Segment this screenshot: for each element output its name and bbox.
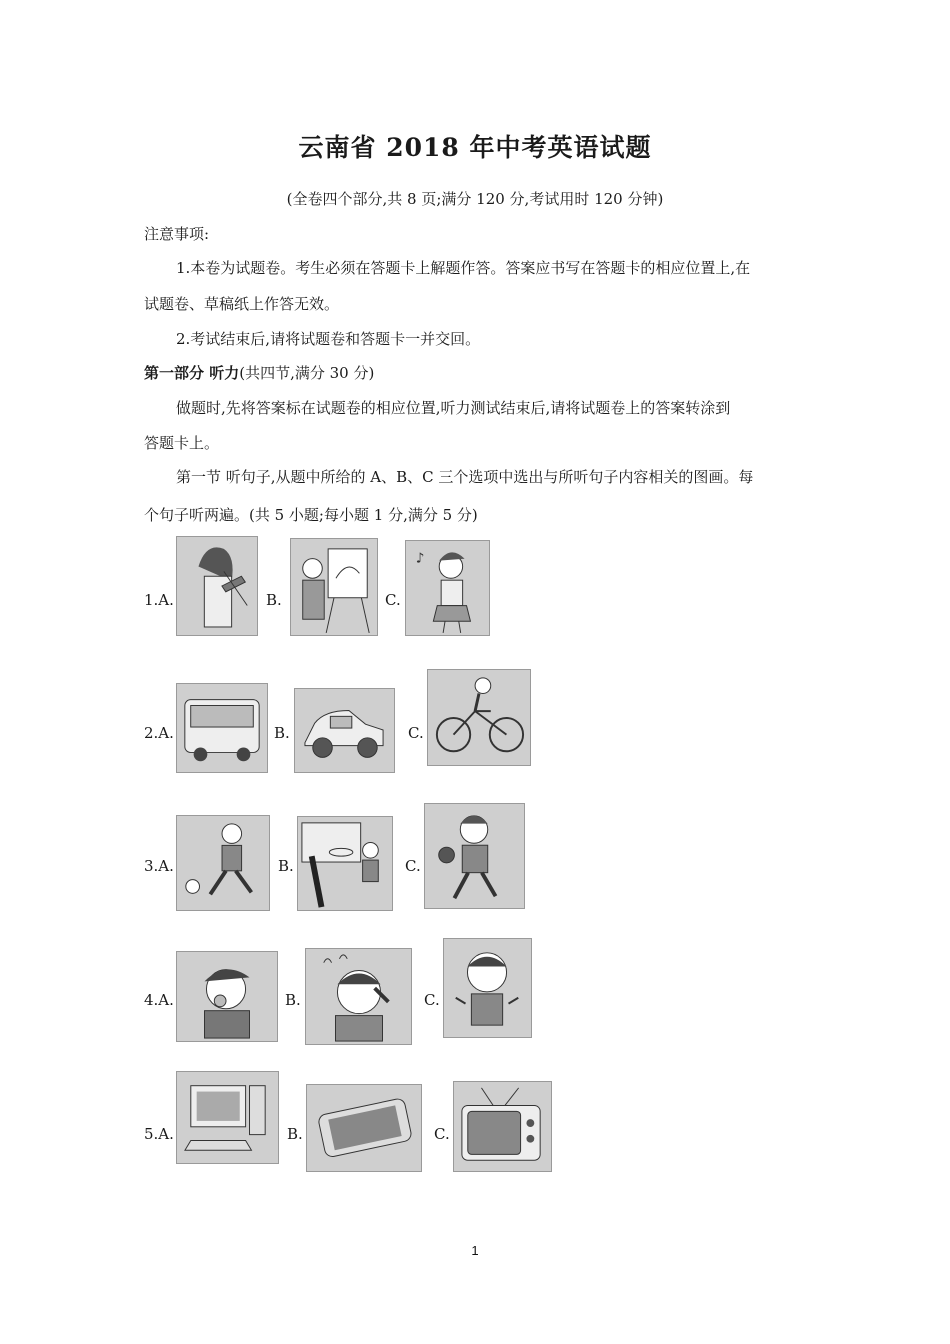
q5-label-a: 5.A. [144, 1125, 174, 1143]
bicycle-icon [427, 669, 531, 766]
part1-heading [144, 363, 374, 383]
page-number: 1 [471, 1243, 479, 1258]
part1-intro-line1: 做题时,先将答案标在试题卷的相应位置,听力测试结束后,请将试题卷上的答案转涂到 [176, 399, 731, 417]
q1-label-b: B. [266, 591, 282, 609]
q2-label-b: B. [274, 724, 290, 742]
boy-running-ball-icon [424, 803, 525, 909]
notice-2: 2.考试结束后,请将试题卷和答题卡一并交回。 [176, 330, 481, 348]
q5-label-c: C. [434, 1125, 450, 1143]
bus-icon [176, 683, 268, 773]
page-title: 云南省 2018 年中考英语试题 [298, 133, 652, 162]
television-icon [453, 1081, 552, 1172]
smartphone-icon [306, 1084, 422, 1172]
svg-text:♪: ♪ [415, 550, 425, 567]
subtitle: (全卷四个部分,共 8 页;满分 120 分,考试用时 120 分钟) [286, 190, 664, 208]
q1-label-c: C. [385, 591, 401, 609]
q3-label-a: 3.A. [144, 857, 174, 875]
girl-singing-icon [405, 540, 490, 636]
section1-line2: 个句子听两遍。(共 5 小题;每小题 1 分,满分 5 分) [144, 506, 478, 524]
car-icon [294, 688, 395, 773]
q1-label-a: 1.A. [144, 591, 174, 609]
boy-football-icon [176, 815, 270, 911]
boy-basketball-icon [297, 816, 393, 911]
part1-heading-bold: 第一部分 听力 [144, 364, 240, 382]
q5-label-b: B. [287, 1125, 303, 1143]
boy-coughing-icon [176, 951, 278, 1042]
q3-label-c: C. [405, 857, 421, 875]
girl-violin-icon [176, 536, 258, 636]
part1-intro-line2: 答题卡上。 [144, 434, 220, 452]
notice-1-line1: 1.本卷为试题卷。考生必须在答题卡上解题作答。答案应书写在答题卡的相应位置上,在 [176, 259, 751, 277]
q4-label-c: C. [424, 991, 440, 1009]
computer-icon [176, 1071, 279, 1164]
notice-1-line2: 试题卷、草稿纸上作答无效。 [144, 295, 340, 313]
boy-stomachache-icon [443, 938, 532, 1038]
q4-label-a: 4.A. [144, 991, 174, 1009]
q2-label-c: C. [408, 724, 424, 742]
part1-heading-rest: (共四节,满分 30 分) [239, 364, 375, 382]
q2-label-a: 2.A. [144, 724, 174, 742]
section1-line1: 第一节 听句子,从题中所给的 A、B、C 三个选项中选出与所听句子内容相关的图画。每 [176, 468, 754, 486]
boy-headache-icon [305, 948, 412, 1045]
q4-label-b: B. [285, 991, 301, 1009]
girl-painting-icon [290, 538, 378, 636]
notice-heading: 注意事项: [144, 225, 210, 243]
q3-label-b: B. [278, 857, 294, 875]
